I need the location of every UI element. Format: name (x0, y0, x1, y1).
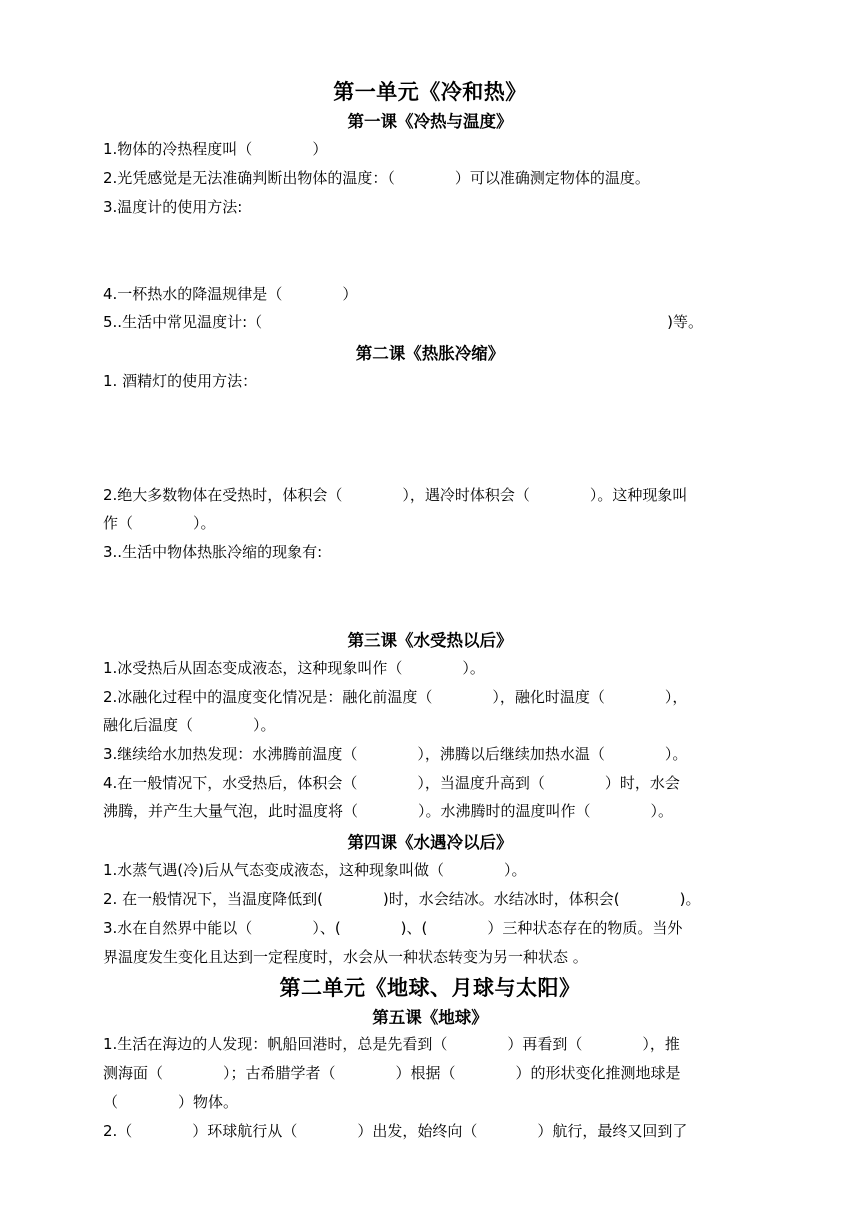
lesson4-question-3a: 3.水在自然界中能以（ ）、( )、( ）三种状态存在的物质。当外 (103, 919, 683, 937)
lesson2-question-3: 3..生活中物体热胀冷缩的现象有: (103, 543, 323, 561)
lesson5-title: 第五课《地球》 (372, 1008, 488, 1027)
lesson1-question-2: 2.光凭感觉是无法准确判断出物体的温度：（ ）可以准确测定物体的温度。 (103, 169, 650, 187)
lesson2-question-2b: 作（ ）。 (103, 514, 216, 532)
lesson3-question-1: 1.冰受热后从固态变成液态，这种现象叫作（ ）。 (103, 659, 485, 677)
lesson1-question-1: 1.物体的冷热程度叫（ ） (103, 140, 328, 158)
lesson1-question-5: 5..生活中常见温度计:（ )等。 (103, 313, 703, 331)
lesson1-title: 第一课《冷热与温度》 (347, 112, 513, 131)
lesson5-question-1a: 1.生活在海边的人发现：帆船回港时，总是先看到（ ）再看到（ ），推 (103, 1035, 680, 1053)
lesson2-title: 第二课《热胀冷缩》 (355, 344, 505, 363)
lesson1-question-4: 4.一杯热水的降温规律是（ ） (103, 285, 358, 303)
lesson2-question-2a: 2.绝大多数物体在受热时，体积会（ ），遇冷时体积会（ ）。这种现象叫 (103, 486, 688, 504)
lesson5-question-1b: 测海面（ ）；古希腊学者（ ）根据（ ）的形状变化推测地球是 (103, 1064, 681, 1082)
lesson5-question-2: 2.（ ）环球航行从（ ）出发，始终向（ ）航行，最终又回到了 (103, 1122, 688, 1140)
lesson3-question-2b: 融化后温度（ ）。 (103, 716, 276, 734)
lesson3-question-4b: 沸腾，并产生大量气泡，此时温度将（ ）。水沸腾时的温度叫作（ ）。 (103, 802, 674, 820)
lesson5-question-1c: （ ）物体。 (103, 1093, 239, 1111)
unit1-title: 第一单元《冷和热》 (333, 80, 527, 104)
lesson3-question-2a: 2.冰融化过程中的温度变化情况是：融化前温度（ ），融化时温度（ ）， (103, 688, 688, 706)
lesson3-question-4a: 4.在一般情况下，水受热后，体积会（ ），当温度升高到（ ）时，水会 (103, 774, 680, 792)
lesson3-title: 第三课《水受热以后》 (347, 631, 513, 650)
unit2-title: 第二单元《地球、月球与太阳》 (279, 976, 581, 1000)
lesson1-question-3: 3.温度计的使用方法: (103, 198, 243, 216)
lesson4-question-3b: 界温度发生变化且达到一定程度时，水会从一种状态转变为另一种状态 。 (103, 948, 588, 966)
lesson3-question-3: 3.继续给水加热发现：水沸腾前温度（ ），沸腾以后继续加热水温（ ）。 (103, 745, 688, 763)
lesson4-title: 第四课《水遇冷以后》 (347, 833, 513, 852)
lesson4-question-1: 1.水蒸气遇(冷)后从气态变成液态，这种现象叫做（ ）。 (103, 861, 527, 879)
lesson2-question-1: 1. 酒精灯的使用方法： (103, 372, 258, 390)
lesson4-question-2: 2. 在一般情况下，当温度降低到( )时，水会结冰。水结冰时，体积会( )。 (103, 890, 701, 908)
